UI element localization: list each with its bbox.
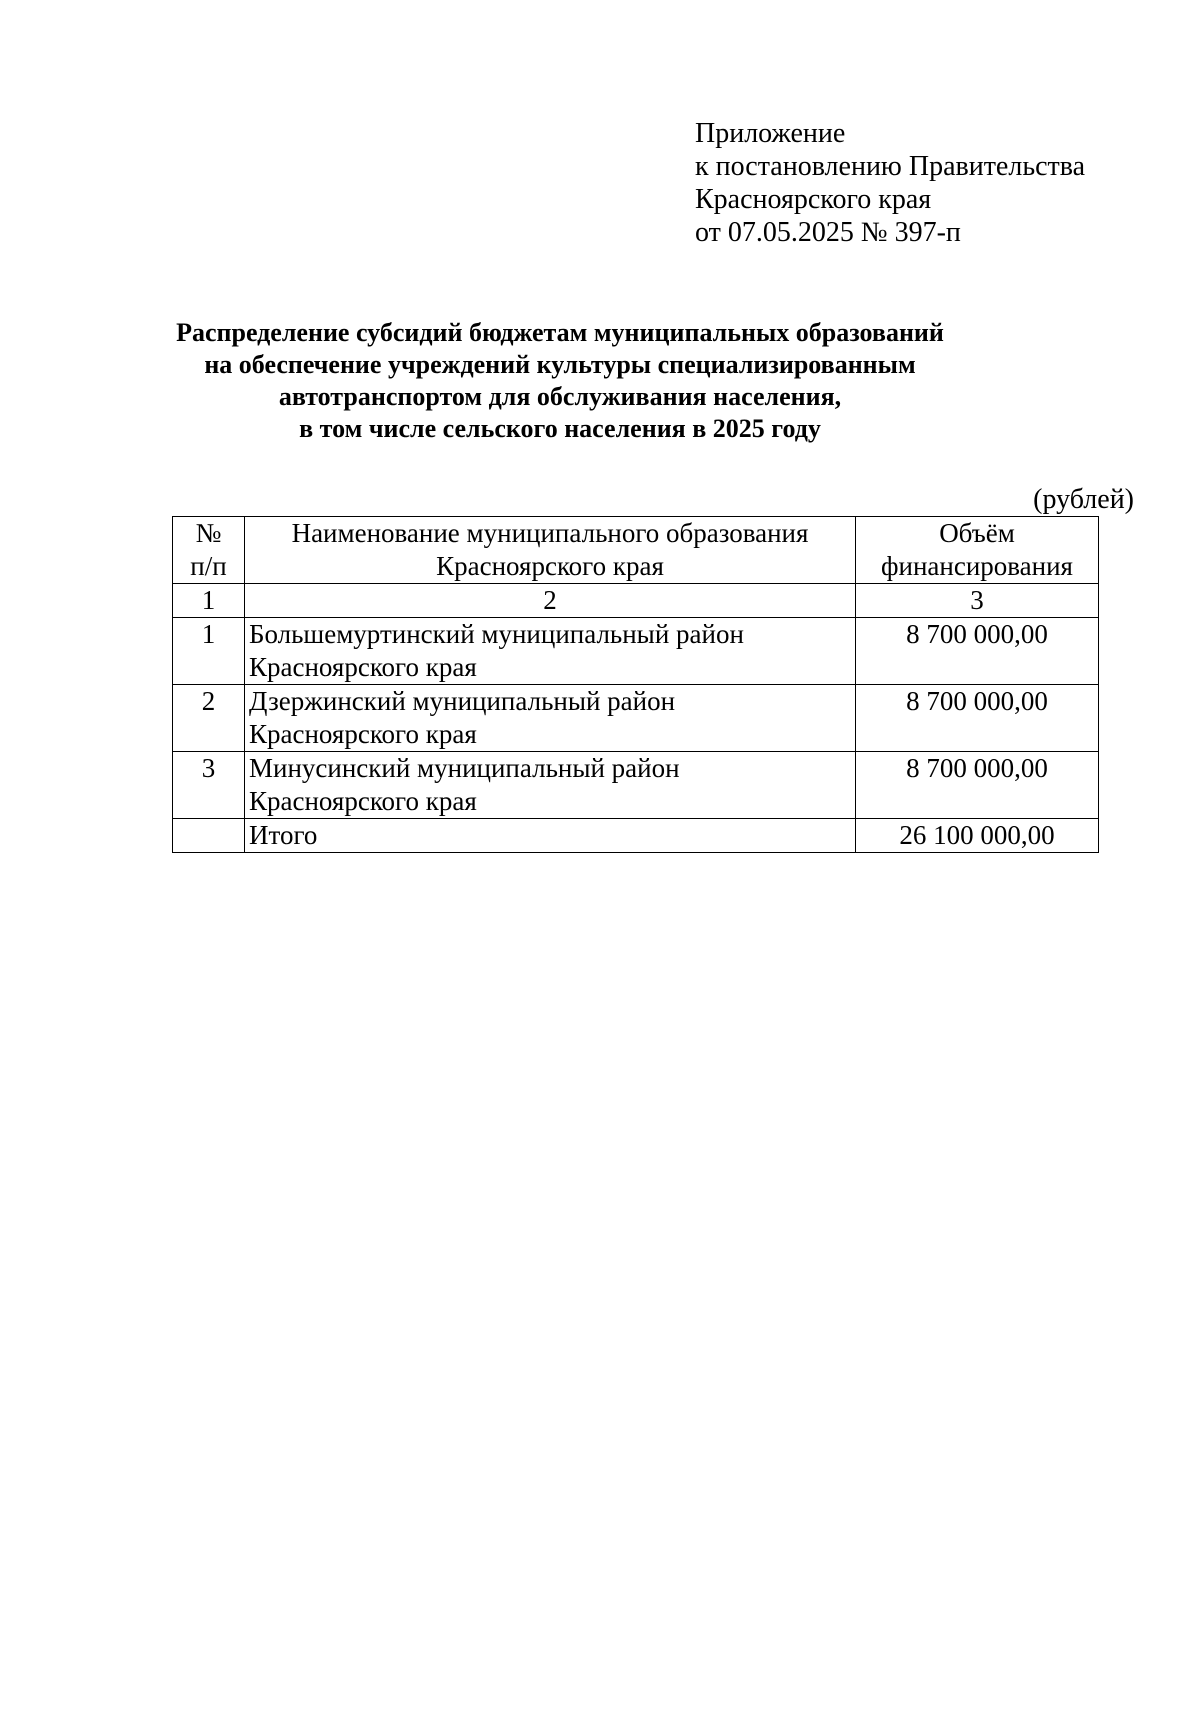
total-amount: 26 100 000,00 [856, 819, 1099, 853]
title-line: на обеспечение учреждений культуры специализированным [204, 350, 916, 379]
header-name-line: Красноярского края [436, 551, 664, 581]
units-label: (рублей) [1033, 484, 1134, 515]
header-name-line: Наименование муниципального образования [291, 518, 809, 548]
header-num-line: № [195, 518, 222, 548]
row-name-line: Красноярского края [249, 719, 477, 749]
row-num: 3 [173, 752, 245, 819]
table-row [173, 685, 1099, 752]
row-name-line: Дзержинский муниципальный район [249, 686, 676, 716]
table-header-row [173, 517, 1099, 584]
row-amount: 8 700 000,00 [856, 685, 1099, 752]
appendix-line: Красноярского края [695, 184, 932, 215]
row-name [245, 685, 856, 752]
row-name-line: Минусинский муниципальный район [249, 753, 680, 783]
title-line: автотранспортом для обслуживания населения, [278, 382, 842, 411]
appendix-line: к постановлению Правительства [695, 151, 1086, 182]
header-amount [856, 517, 1099, 584]
table-row [173, 618, 1099, 685]
table-row [173, 752, 1099, 819]
row-name-line: Красноярского края [249, 786, 477, 816]
header-num [173, 517, 245, 584]
distribution-table [172, 516, 1099, 853]
total-num [173, 819, 245, 853]
title-line: Распределение субсидий бюджетам муниципальных образований [176, 318, 944, 347]
document-title [160, 317, 960, 445]
column-number: 3 [856, 584, 1099, 618]
row-num: 2 [173, 685, 245, 752]
total-row [173, 819, 1099, 853]
row-name-line: Большемуртинский муниципальный район [249, 619, 744, 649]
total-label: Итого [245, 819, 856, 853]
row-name [245, 618, 856, 685]
header-num-line: п/п [190, 551, 227, 581]
column-number: 2 [245, 584, 856, 618]
row-amount: 8 700 000,00 [856, 618, 1099, 685]
column-number-row [173, 584, 1099, 618]
row-amount: 8 700 000,00 [856, 752, 1099, 819]
header-amount-line: Объём [939, 518, 1015, 548]
row-name-line: Красноярского края [249, 652, 477, 682]
header-name [245, 517, 856, 584]
row-num: 1 [173, 618, 245, 685]
column-number: 1 [173, 584, 245, 618]
appendix-line: Приложение [695, 118, 846, 149]
row-name [245, 752, 856, 819]
appendix-block [695, 117, 1085, 249]
appendix-line: от 07.05.2025 № 397-п [695, 217, 961, 248]
header-amount-line: финансирования [881, 551, 1073, 581]
title-line: в том числе сельского населения в 2025 году [299, 414, 821, 443]
